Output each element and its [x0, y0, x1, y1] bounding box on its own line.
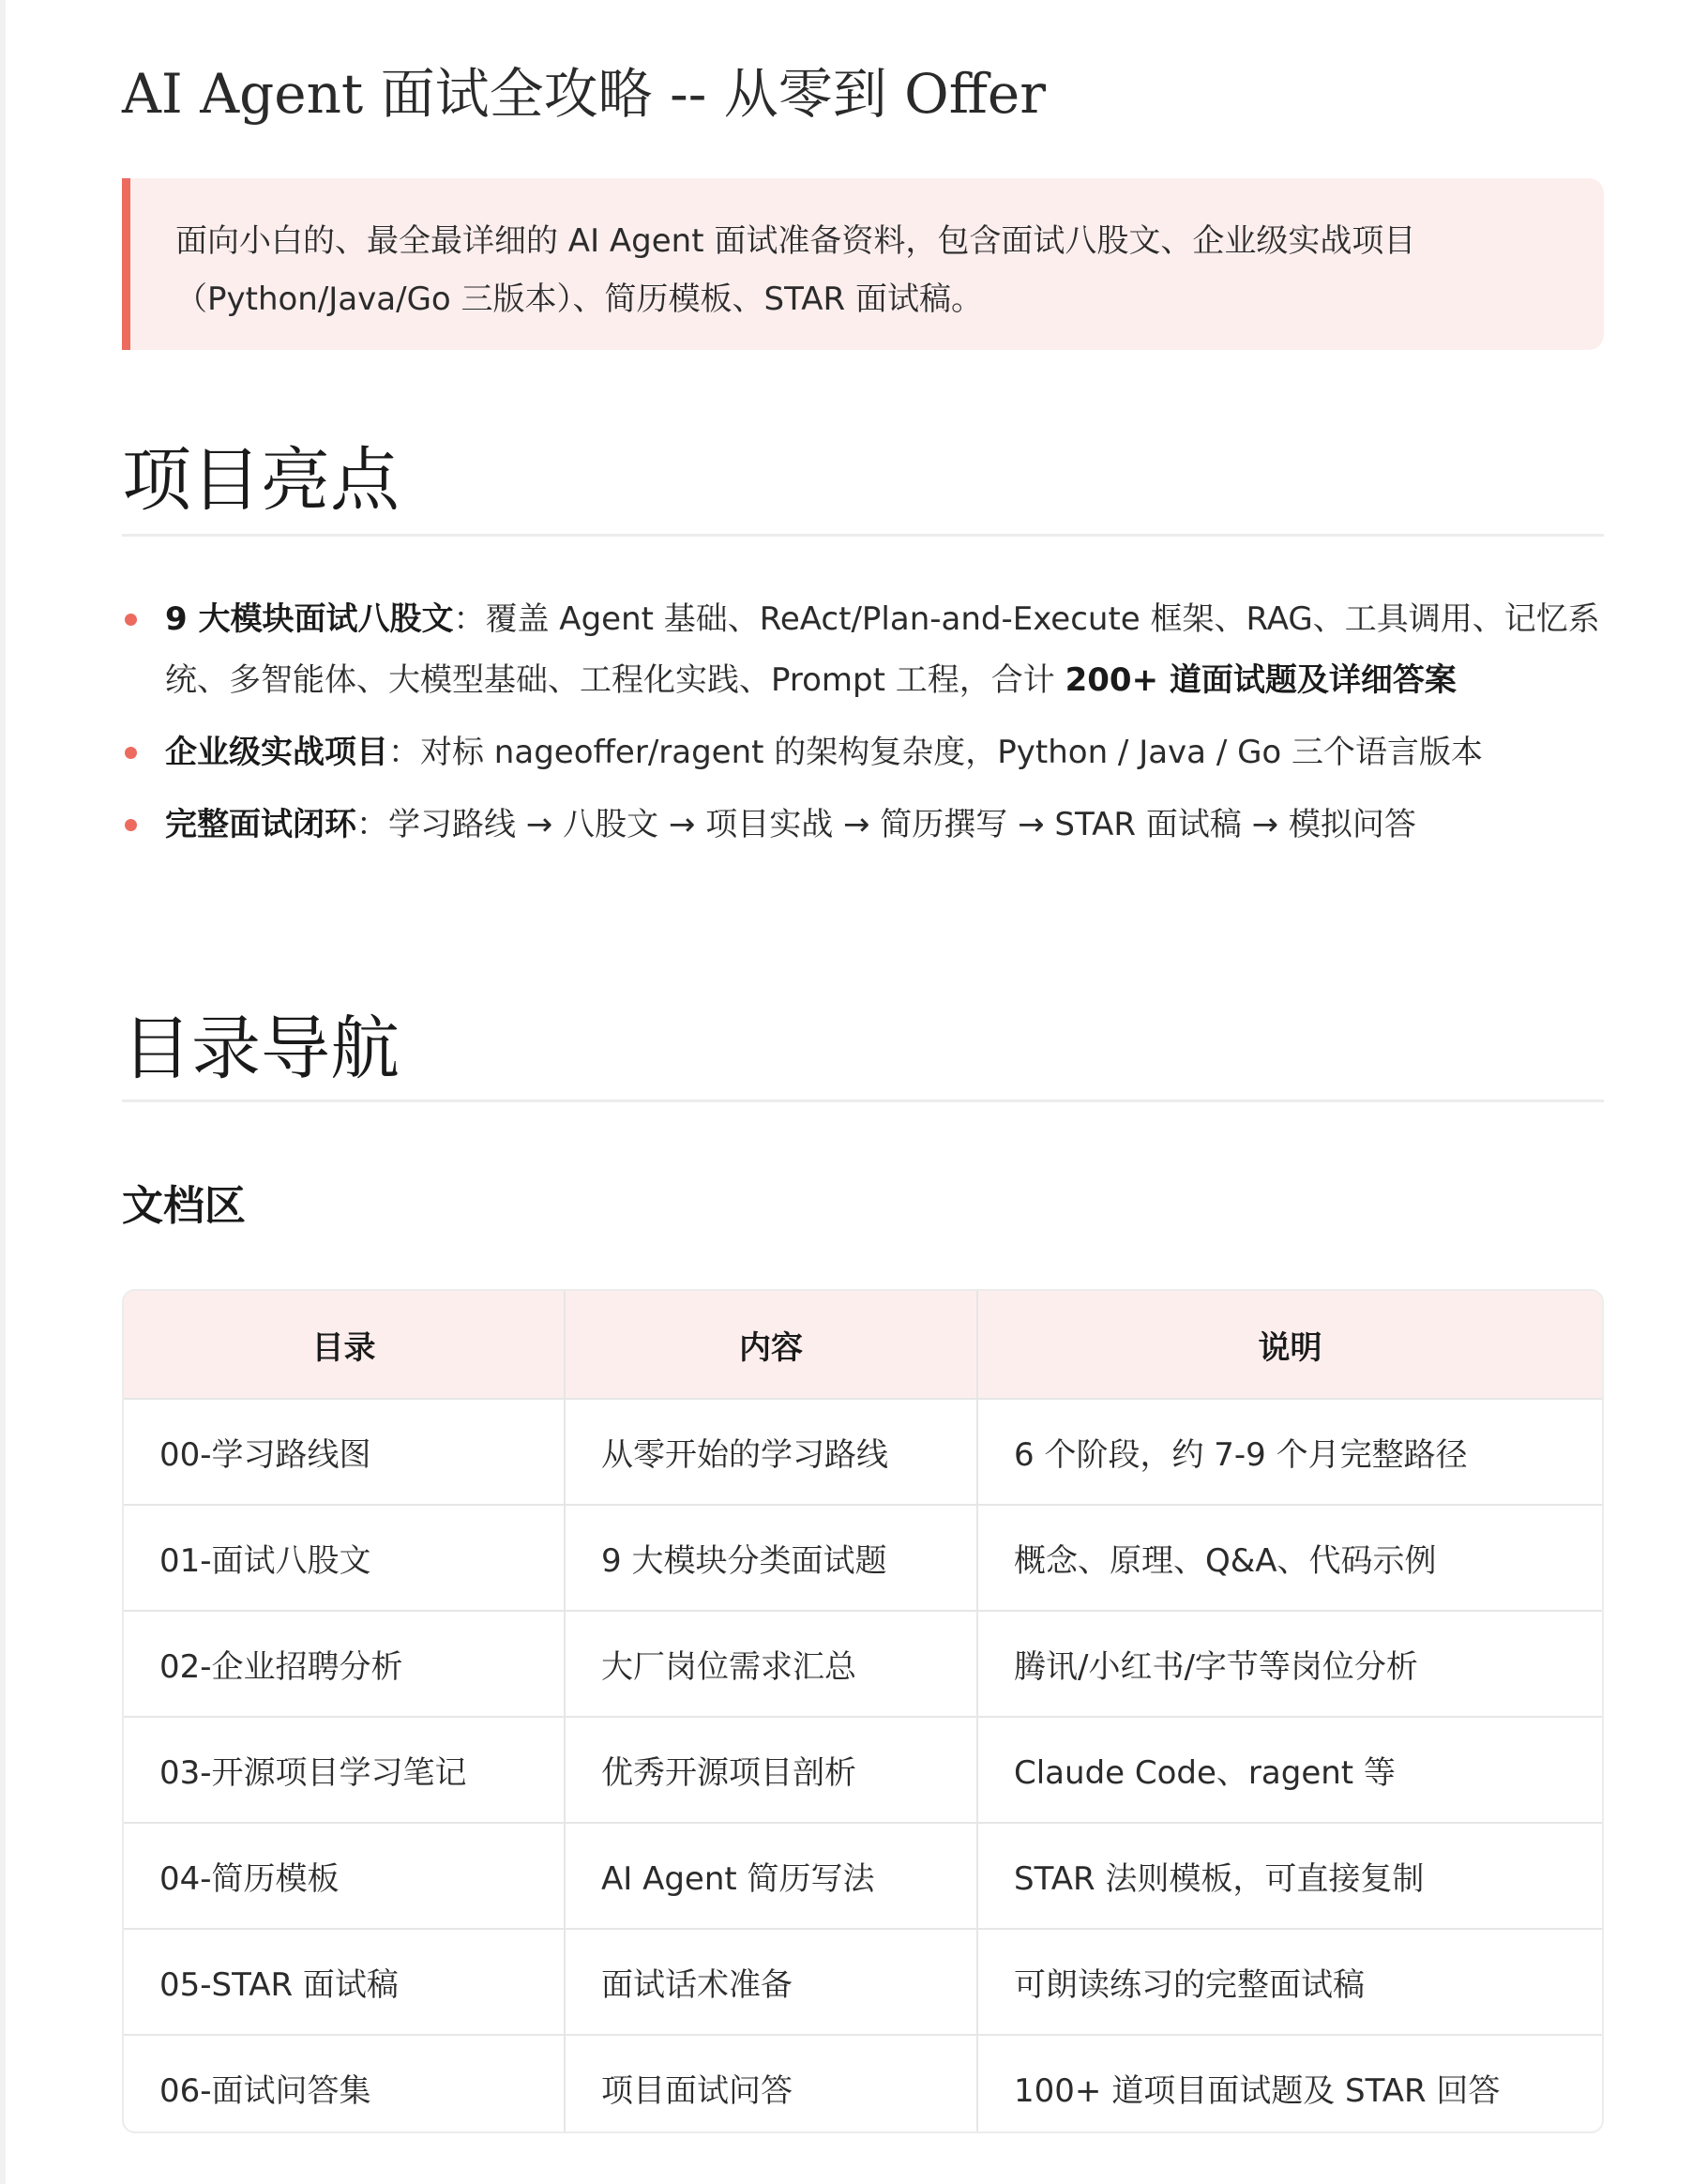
table-cell: 概念、原理、Q&A、代码示例: [977, 1505, 1602, 1611]
page-edge-divider: [0, 0, 6, 2184]
column-header: 内容: [565, 1291, 977, 1399]
table-cell: 腾讯/小红书/字节等岗位分析: [977, 1611, 1602, 1717]
highlight-item-title: 完整面试闭环: [165, 806, 356, 843]
highlight-item-text: ：对标 nageoffer/ragent 的架构复杂度，Python / Java / Go 三个语言版本: [388, 734, 1484, 771]
table-row: [124, 2035, 1602, 2133]
table-cell: 面试话术准备: [565, 1929, 977, 2035]
table-cell: 03-开源项目学习笔记: [124, 1717, 565, 1823]
table-cell: 06-面试问答集: [124, 2035, 565, 2133]
table-cell: 项目面试问答: [565, 2035, 977, 2133]
table-header-row: [124, 1291, 1602, 1399]
document-title: AI Agent 面试全攻略 -- 从零到 Offer: [122, 62, 1046, 126]
nav-heading-divider: [122, 1100, 1604, 1102]
highlight-item-title: 企业级实战项目: [165, 734, 388, 771]
highlights-heading: 项目亮点: [122, 440, 400, 521]
bullet-icon: [125, 747, 137, 759]
highlights-list: [122, 589, 1604, 867]
highlight-item-text: ：学习路线 → 八股文 → 项目实战 → 简历撰写 → STAR 面试稿 → 模拟问答: [356, 806, 1416, 843]
highlight-item-emphasis: 200+ 道面试题及详细答案: [1065, 661, 1457, 699]
bullet-icon: [125, 819, 137, 831]
table-cell: Claude Code、ragent 等: [977, 1717, 1602, 1823]
table-cell: 6 个阶段，约 7-9 个月完整路径: [977, 1399, 1602, 1505]
table-cell: 04-简历模板: [124, 1823, 565, 1929]
docs-subheading: 文档区: [122, 1182, 246, 1230]
table-cell: 优秀开源项目剖析: [565, 1717, 977, 1823]
highlight-item-text: ：覆盖 Agent 基础、ReAct/Plan-and-Execute 框架、RAG、工具调用、记忆系统、多智能体、大模型基础、工程化实践、Prompt 工程，合计: [165, 600, 1600, 699]
table-cell: 从零开始的学习路线: [565, 1399, 977, 1505]
highlight-item: [122, 795, 1604, 856]
table-cell: STAR 法则模板，可直接复制: [977, 1823, 1602, 1929]
table-cell: 大厂岗位需求汇总: [565, 1611, 977, 1717]
table-cell: 100+ 道项目面试题及 STAR 回答: [1014, 2072, 1501, 2110]
table-row: [124, 1823, 1602, 1929]
nav-heading: 目录导航: [122, 1009, 400, 1089]
table-row: [124, 1929, 1602, 2035]
table-row: [124, 1505, 1602, 1611]
table-cell: AI Agent 简历写法: [565, 1823, 977, 1929]
column-header: 说明: [977, 1291, 1602, 1399]
intro-line-1: 面向小白的、最全最详细的 AI Agent 面试准备资料，包含面试八股文、企业级实战项目: [175, 222, 1416, 260]
intro-callout: [122, 178, 1604, 350]
table-cell: 可朗读练习的完整面试稿: [977, 1929, 1602, 2035]
table-cell: 01-面试八股文: [124, 1505, 565, 1611]
table-row: [124, 1717, 1602, 1823]
docs-table: [122, 1289, 1604, 2133]
table-cell: 02-企业招聘分析: [124, 1611, 565, 1717]
highlight-item-title: 9 大模块面试八股文: [165, 600, 454, 638]
highlights-heading-divider: [122, 534, 1604, 537]
column-header: 目录: [124, 1291, 565, 1399]
bullet-icon: [125, 614, 137, 626]
table-cell: 05-STAR 面试稿: [124, 1929, 565, 2035]
highlight-item: [122, 722, 1604, 783]
table-row: [124, 1399, 1602, 1505]
table-row: [124, 1611, 1602, 1717]
intro-line-2: （Python/Java/Go 三版本）、简历模板、STAR 面试稿。: [175, 281, 983, 318]
highlight-item: [122, 589, 1604, 711]
table-cell: 00-学习路线图: [124, 1399, 565, 1505]
table-cell: 9 大模块分类面试题: [565, 1505, 977, 1611]
